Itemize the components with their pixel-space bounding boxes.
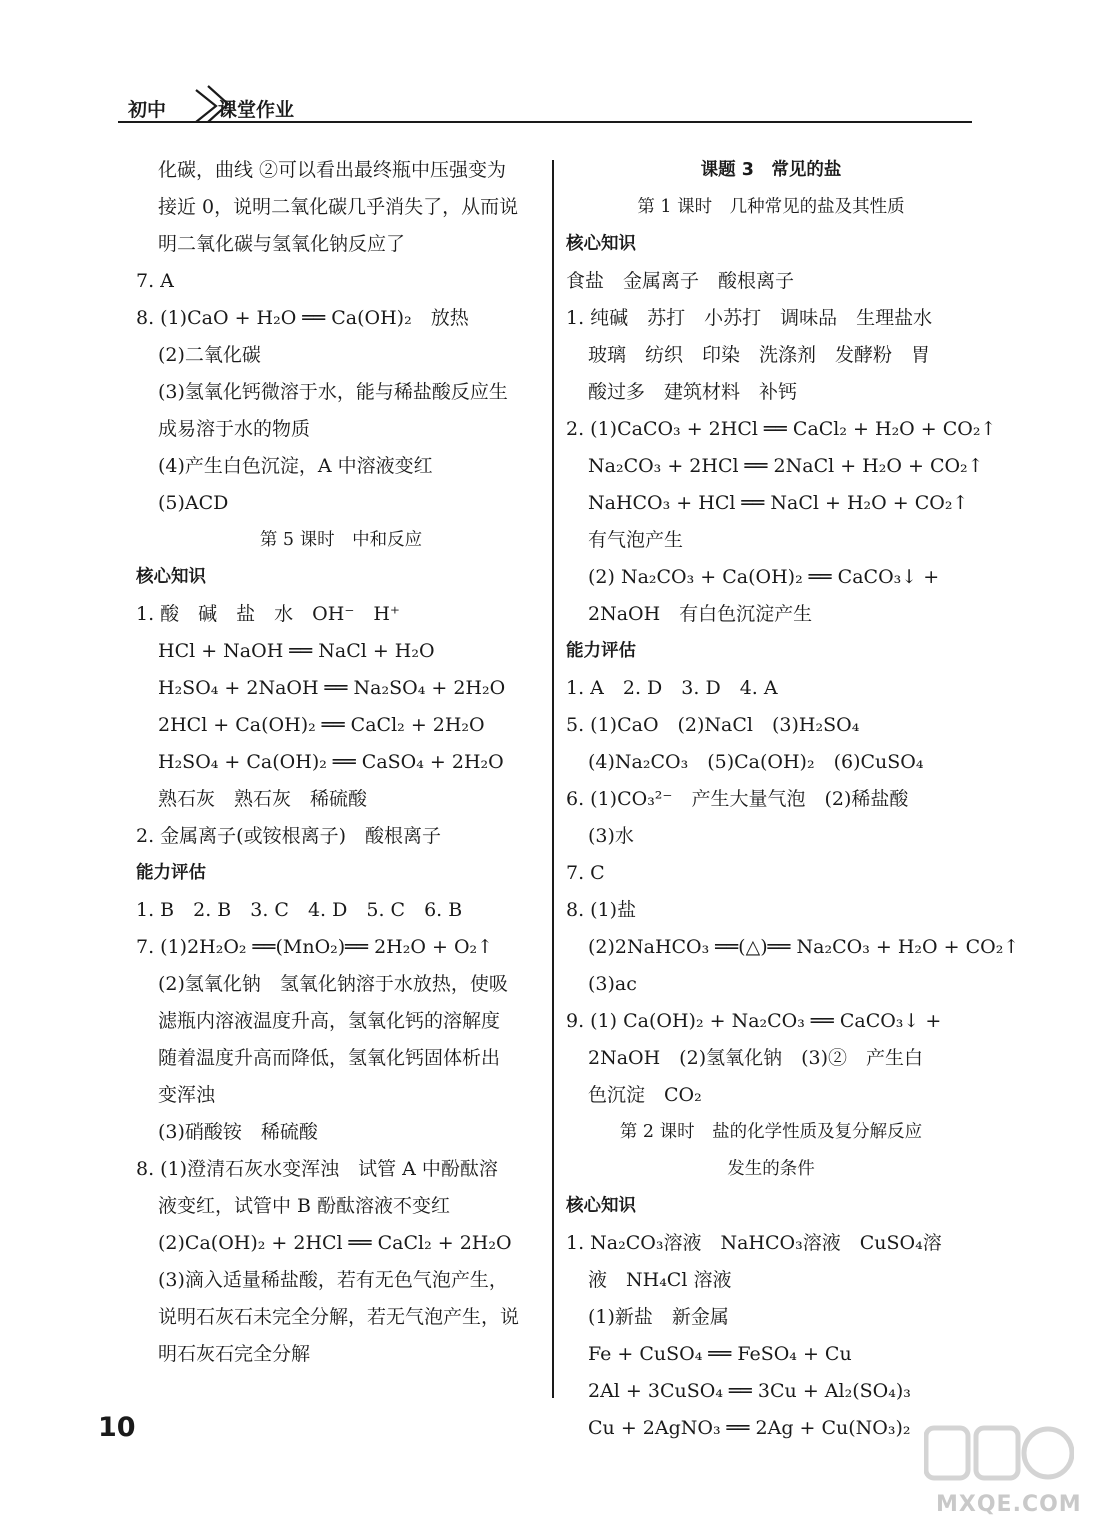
left-column-line: 化碳，曲线 ②可以看出最终瓶中压强变为 — [158, 159, 507, 181]
right-column-line: 2NaOH (2)氢氧化钠 (3)② 产生白 — [588, 1047, 924, 1069]
right-column-line: 2. (1)CaCO₃ + 2HCl ══ CaCl₂ + H₂O + CO₂↑ — [566, 418, 997, 440]
header-title: 课堂作业 — [218, 99, 295, 121]
right-column-line: 酸过多 建筑材料 补钙 — [588, 381, 798, 403]
left-column-line: 滤瓶内溶液温度升高，氢氧化钙的溶解度 — [158, 1010, 501, 1032]
header-rule — [118, 121, 972, 123]
right-column-line: 1. A 2. D 3. D 4. A — [566, 677, 778, 699]
left-column-line: 7. A — [136, 270, 174, 292]
left-column-line: 熟石灰 熟石灰 稀硫酸 — [158, 788, 368, 810]
left-column-line: (3)氢氧化钙微溶于水，能与稀盐酸反应生 — [158, 381, 508, 403]
right-column-line: (3)水 — [588, 825, 634, 847]
page-header — [118, 82, 972, 122]
left-column — [136, 152, 546, 1373]
left-column-line: 明二氧化碳与氢氧化钠反应了 — [158, 233, 406, 255]
left-column-line: 1. B 2. B 3. C 4. D 5. C 6. B — [136, 899, 463, 921]
right-column-line: 9. (1) Ca(OH)₂ + Na₂CO₃ ══ CaCO₃↓ + — [566, 1010, 942, 1032]
right-column-line: Na₂CO₃ + 2HCl ══ 2NaCl + H₂O + CO₂↑ — [588, 455, 984, 477]
right-column-line: (2) Na₂CO₃ + Ca(OH)₂ ══ CaCO₃↓ + — [588, 566, 940, 588]
left-column-line: 核心知识 — [136, 567, 206, 587]
left-column-line: 7. (1)2H₂O₂ ══(MnO₂)══ 2H₂O + O₂↑ — [136, 936, 494, 958]
left-column-line: 液变红，试管中 B 酚酞溶液不变红 — [158, 1195, 451, 1217]
right-column-line: 液 NH₄Cl 溶液 — [588, 1269, 732, 1291]
left-column-line: (3)硝酸铵 稀硫酸 — [158, 1121, 318, 1143]
right-column-line: 5. (1)CaO (2)NaCl (3)H₂SO₄ — [566, 714, 860, 736]
column-divider — [552, 160, 554, 1398]
left-column-line: 8. (1)澄清石灰水变浑浊 试管 A 中酚酞溶 — [136, 1158, 498, 1180]
left-column-line: 变浑浊 — [158, 1084, 216, 1106]
page-number: 10 — [98, 1412, 136, 1443]
right-column-line: 1. 纯碱 苏打 小苏打 调味品 生理盐水 — [566, 307, 933, 329]
right-column-line: 玻璃 纺织 印染 洗涤剂 发酵粉 胃 — [588, 344, 931, 366]
left-column-line: (3)滴入适量稀盐酸，若有无色气泡产生， — [158, 1269, 508, 1291]
right-column-line: (1)新盐 新金属 — [588, 1306, 729, 1328]
left-column-line: 第 5 课时 中和反应 — [259, 530, 423, 550]
left-column-line: (2)Ca(OH)₂ + 2HCl ══ CaCl₂ + 2H₂O — [158, 1232, 512, 1254]
left-column-line: H₂SO₄ + Ca(OH)₂ ══ CaSO₄ + 2H₂O — [158, 751, 504, 773]
left-column-line: 说明石灰石未完全分解，若无气泡产生，说 — [158, 1306, 520, 1328]
right-column-line: 7. C — [566, 862, 605, 884]
right-column-line: 能力评估 — [566, 641, 636, 661]
watermark-text: MXQE.COM — [936, 1492, 1082, 1517]
watermark — [918, 1420, 1082, 1520]
right-column-line: 发生的条件 — [727, 1159, 815, 1179]
right-column-line: 第 1 课时 几种常见的盐及其性质 — [637, 197, 905, 217]
right-column-line: 6. (1)CO₃²⁻ 产生大量气泡 (2)稀盐酸 — [566, 788, 909, 810]
right-column-line: 食盐 金属离子 酸根离子 — [566, 270, 795, 292]
left-column-line: H₂SO₄ + 2NaOH ══ Na₂SO₄ + 2H₂O — [158, 677, 506, 699]
right-column-line: (2)2NaHCO₃ ══(△)══ Na₂CO₃ + H₂O + CO₂↑ — [588, 936, 1020, 958]
right-column-line: 1. Na₂CO₃溶液 NaHCO₃溶液 CuSO₄溶 — [566, 1232, 942, 1254]
watermark-logo-icon — [924, 1420, 1074, 1490]
left-column-line: (2)二氧化碳 — [158, 344, 261, 366]
right-column-line: 8. (1)盐 — [566, 899, 637, 921]
left-column-line: (2)氢氧化钠 氢氧化钠溶于水放热，使吸 — [158, 973, 508, 995]
left-column-line: 能力评估 — [136, 863, 206, 883]
right-column-line: Cu + 2AgNO₃ ══ 2Ag + Cu(NO₃)₂ — [588, 1417, 911, 1439]
right-column-line: 核心知识 — [566, 234, 636, 254]
left-column-line: 8. (1)CaO + H₂O ══ Ca(OH)₂ 放热 — [136, 307, 469, 329]
right-column-line: 第 2 课时 盐的化学性质及复分解反应 — [619, 1122, 923, 1142]
left-column-line: 随着温度升高而降低，氢氧化钙固体析出 — [158, 1047, 501, 1069]
right-column-line: 有气泡产生 — [588, 529, 684, 551]
right-column — [566, 152, 1020, 1447]
right-column-line: NaHCO₃ + HCl ══ NaCl + H₂O + CO₂↑ — [588, 492, 969, 514]
left-column-line: (5)ACD — [158, 492, 229, 514]
left-column-line: 2HCl + Ca(OH)₂ ══ CaCl₂ + 2H₂O — [158, 714, 485, 736]
right-column-line: (3)ac — [588, 973, 637, 995]
left-column-line: 接近 0，说明二氧化碳几乎消失了，从而说 — [158, 196, 519, 218]
right-column-line: 课题 3 常见的盐 — [700, 160, 842, 180]
right-column-line: 2NaOH 有白色沉淀产生 — [588, 603, 813, 625]
left-column-line: 明石灰石完全分解 — [158, 1343, 311, 1365]
right-column-line: 色沉淀 CO₂ — [588, 1084, 702, 1106]
right-column-line: 核心知识 — [566, 1196, 636, 1216]
right-column-line: (4)Na₂CO₃ (5)Ca(OH)₂ (6)CuSO₄ — [588, 751, 924, 773]
left-column-line: 2. 金属离子(或铵根离子) 酸根离子 — [136, 825, 441, 847]
right-column-line: 2Al + 3CuSO₄ ══ 3Cu + Al₂(SO₄)₃ — [588, 1380, 911, 1402]
left-column-line: HCl + NaOH ══ NaCl + H₂O — [158, 640, 435, 662]
left-column-line: 成易溶于水的物质 — [158, 418, 311, 440]
header-badge: 初中 — [128, 99, 167, 121]
right-column-line: Fe + CuSO₄ ══ FeSO₄ + Cu — [588, 1343, 852, 1365]
left-column-line: (4)产生白色沉淀，A 中溶液变红 — [158, 455, 433, 477]
left-column-line: 1. 酸 碱 盐 水 OH⁻ H⁺ — [136, 603, 400, 625]
